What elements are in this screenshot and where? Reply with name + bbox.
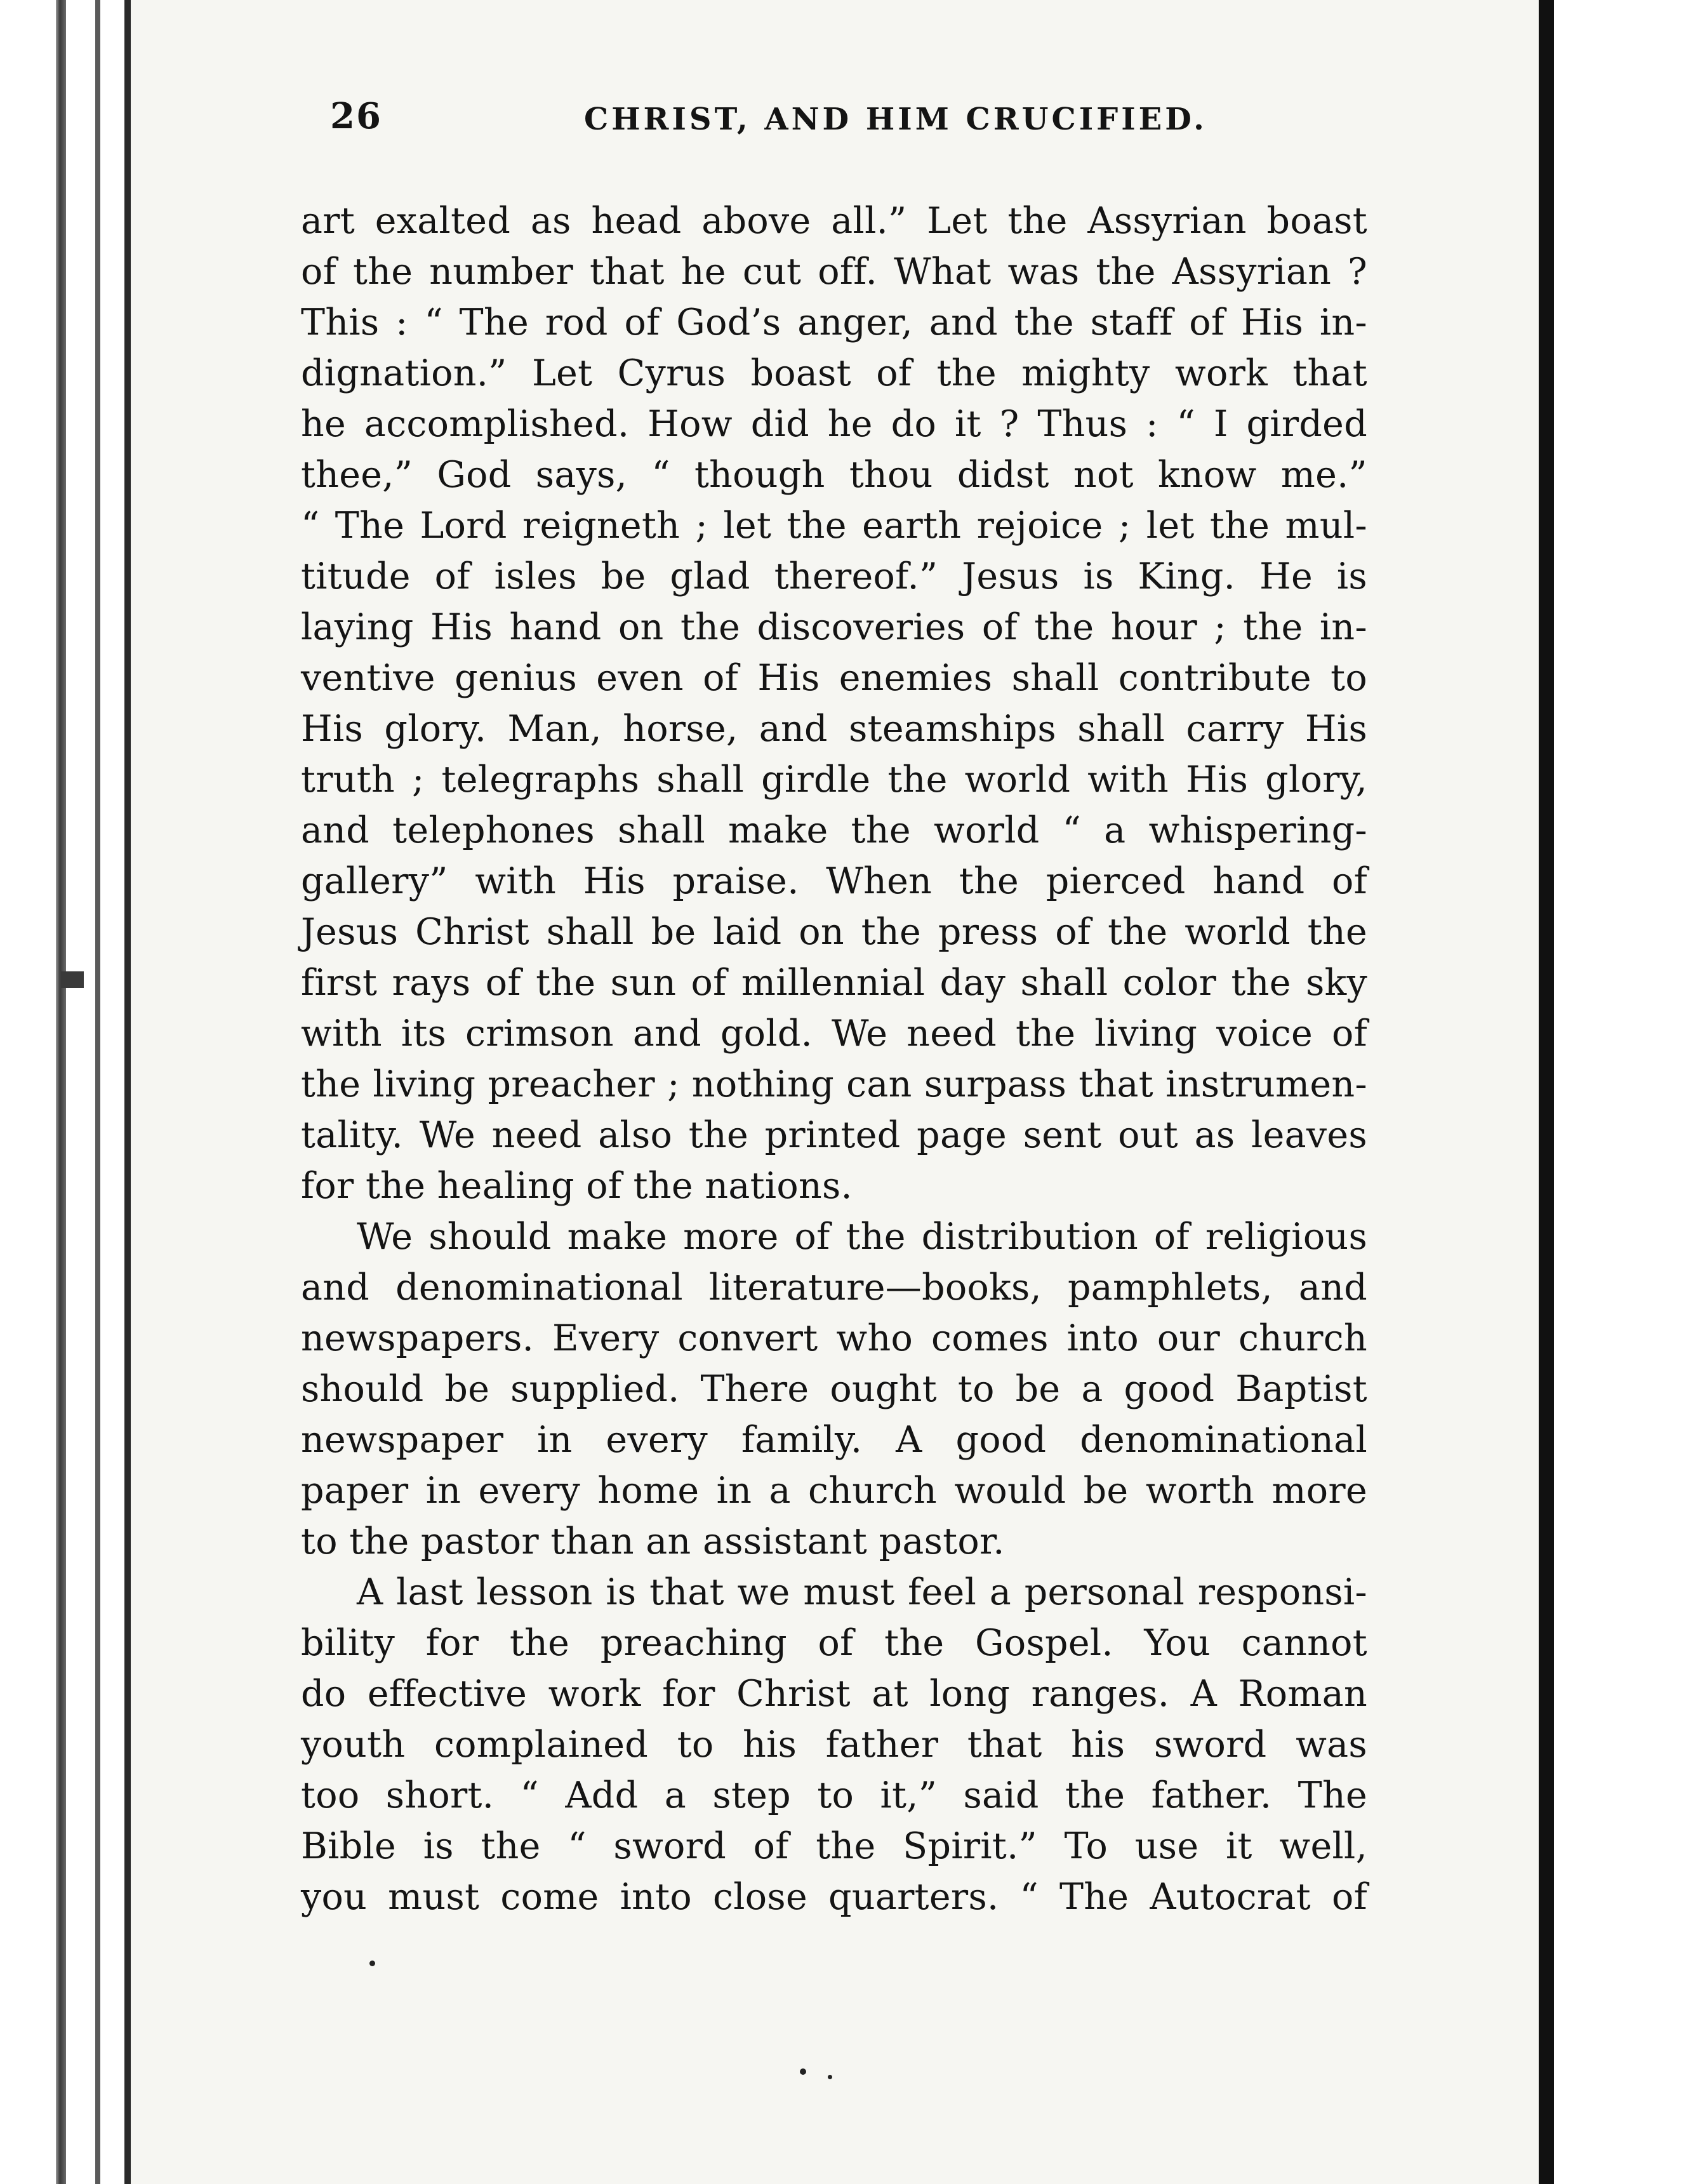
paragraph-2 bbox=[301, 1211, 1367, 1567]
text-line: to the pastor than an assistant pastor. bbox=[301, 1521, 1005, 1562]
text-line: A last lesson is that we must feel a personal responsi- bbox=[357, 1571, 1367, 1613]
text-line: and telephones shall make the world “ a whispering- bbox=[301, 809, 1367, 851]
right-margin bbox=[1554, 0, 1686, 2184]
page-number: 26 bbox=[330, 95, 382, 137]
book-spine-shadow bbox=[56, 0, 66, 2184]
text-line: We should make more of the distribution of religious bbox=[357, 1216, 1367, 1258]
text-line: the living preacher ; nothing can surpass that instrumen- bbox=[301, 1063, 1367, 1105]
text-line: should be supplied. There ought to be a good Baptist bbox=[301, 1368, 1367, 1410]
text-line: you must come into close quarters. “ The Autocrat of bbox=[301, 1876, 1367, 1918]
text-line: “ The Lord reigneth ; let the earth rejoice ; let the mul- bbox=[301, 505, 1367, 547]
scan-speck bbox=[800, 2068, 806, 2075]
body-text bbox=[301, 196, 1367, 1922]
text-line: paper in every home in a church would be worth more bbox=[301, 1470, 1367, 1512]
text-line: newspapers. Every convert who comes into our church bbox=[301, 1317, 1367, 1359]
text-line: His glory. Man, horse, and steamships shall carry His bbox=[301, 708, 1367, 750]
text-line: and denominational literature—books, pamphlets, and bbox=[301, 1267, 1367, 1308]
right-page-edge bbox=[1539, 0, 1554, 2184]
running-title: CHRIST, AND HIM CRUCIFIED. bbox=[584, 102, 1207, 137]
left-margin bbox=[0, 0, 135, 2184]
text-line: do effective work for Christ at long ranges. A Roman bbox=[301, 1673, 1367, 1715]
text-line: tality. We need also the printed page sent out as leaves bbox=[301, 1114, 1367, 1156]
scan-speck bbox=[828, 2075, 832, 2079]
book-page-edge bbox=[124, 0, 131, 2184]
text-line: thee,” God says, “ though thou didst not know me.” bbox=[301, 454, 1367, 496]
text-line: dignation.” Let Cyrus boast of the mighty work that bbox=[301, 352, 1367, 394]
text-line: for the healing of the nations. bbox=[301, 1165, 853, 1207]
text-line: titude of isles be glad thereof.” Jesus is King. He is bbox=[301, 556, 1367, 597]
text-line: laying His hand on the discoveries of the hour ; the in- bbox=[301, 606, 1367, 648]
text-line: of the number that he cut off. What was the Assyrian ? bbox=[301, 251, 1367, 293]
paragraph-1 bbox=[301, 196, 1367, 1211]
text-line: Jesus Christ shall be laid on the press of the world the bbox=[301, 911, 1367, 953]
text-line: Bible is the “ sword of the Spirit.” To use it well, bbox=[301, 1825, 1367, 1867]
text-line: youth complained to his father that his sword was bbox=[301, 1724, 1367, 1766]
text-line: This : “ The rod of God’s anger, and the staff of His in- bbox=[301, 302, 1367, 343]
text-line: he accomplished. How did he do it ? Thus : “ I girded bbox=[301, 403, 1367, 445]
text-line: too short. “ Add a step to it,” said the father. The bbox=[301, 1774, 1367, 1816]
running-head bbox=[330, 95, 1511, 171]
scan-speck bbox=[369, 1961, 375, 1966]
text-line: ventive genius even of His enemies shall contribute to bbox=[301, 657, 1367, 699]
paragraph-3 bbox=[301, 1567, 1367, 1922]
text-line: bility for the preaching of the Gospel. You cannot bbox=[301, 1622, 1367, 1664]
text-line: gallery” with His praise. When the pierced hand of bbox=[301, 860, 1367, 902]
page-edge-mark bbox=[61, 971, 84, 988]
text-line: with its crimson and gold. We need the living voice of bbox=[301, 1013, 1367, 1055]
book-spine-line bbox=[95, 0, 100, 2184]
text-line: newspaper in every family. A good denominational bbox=[301, 1419, 1367, 1461]
text-line: art exalted as head above all.” Let the Assyrian boast bbox=[301, 200, 1367, 242]
text-line: truth ; telegraphs shall girdle the world with His glory, bbox=[301, 759, 1367, 801]
text-line: first rays of the sun of millennial day shall color the sky bbox=[301, 962, 1367, 1004]
